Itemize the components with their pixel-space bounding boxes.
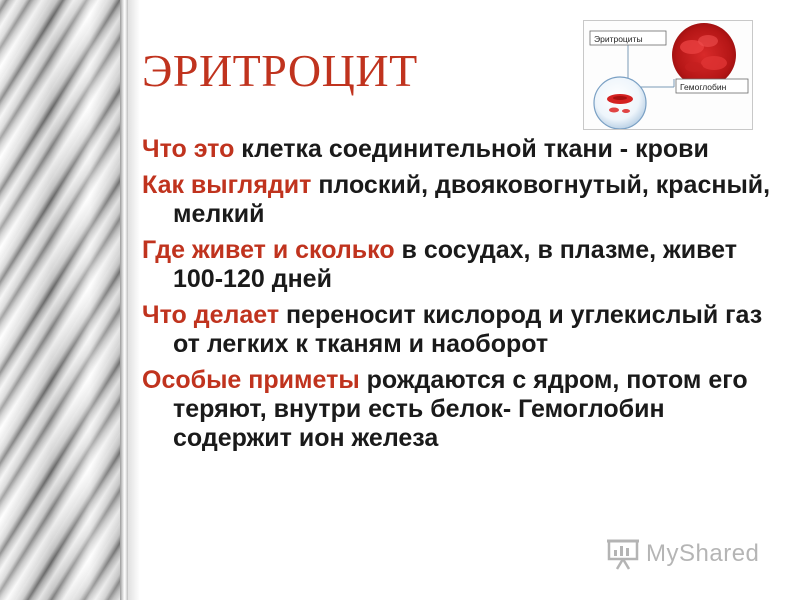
list-item-function bbox=[142, 301, 772, 359]
red-cells-circle bbox=[672, 23, 736, 87]
slide-title: ЭРИТРОЦИТ bbox=[142, 45, 418, 96]
label-hemoglobin: Гемоглобин bbox=[680, 82, 727, 92]
item-text: в сосудах, в плазме, живет 100-120 дней bbox=[173, 236, 738, 293]
item-text: клетка соединительной ткани - крови bbox=[234, 135, 709, 163]
item-key: Как выглядит bbox=[142, 171, 312, 199]
decorative-marble-column bbox=[0, 0, 128, 600]
content-list bbox=[142, 135, 772, 460]
item-text: рождаются с ядром, потом его теряют, внутри есть белок- Гемоглобин содержит ион железа bbox=[173, 366, 748, 452]
watermark-text: MyShared bbox=[646, 540, 760, 567]
item-key: Что делает bbox=[142, 301, 280, 329]
list-item-features bbox=[142, 366, 772, 453]
list-item-appearance bbox=[142, 171, 772, 229]
erythrocyte-diagram bbox=[584, 21, 752, 129]
item-text: плоский, двояковогнутый, красный, мелкий bbox=[173, 171, 771, 228]
list-item-what bbox=[142, 135, 772, 164]
list-item-habitat bbox=[142, 236, 772, 294]
item-key: Особые приметы bbox=[142, 366, 360, 394]
presentation-board-icon bbox=[606, 537, 640, 571]
column-edge bbox=[120, 0, 128, 600]
item-key: Что это bbox=[142, 135, 235, 163]
label-erythrocytes: Эритроциты bbox=[594, 34, 643, 44]
item-text: переносит кислород и углекислый газ от легких к тканям и наоборот bbox=[173, 301, 763, 358]
erythrocyte-figure bbox=[583, 20, 753, 130]
watermark bbox=[606, 536, 759, 572]
item-key: Где живет и сколько bbox=[142, 236, 395, 264]
column-shadow bbox=[128, 0, 140, 600]
